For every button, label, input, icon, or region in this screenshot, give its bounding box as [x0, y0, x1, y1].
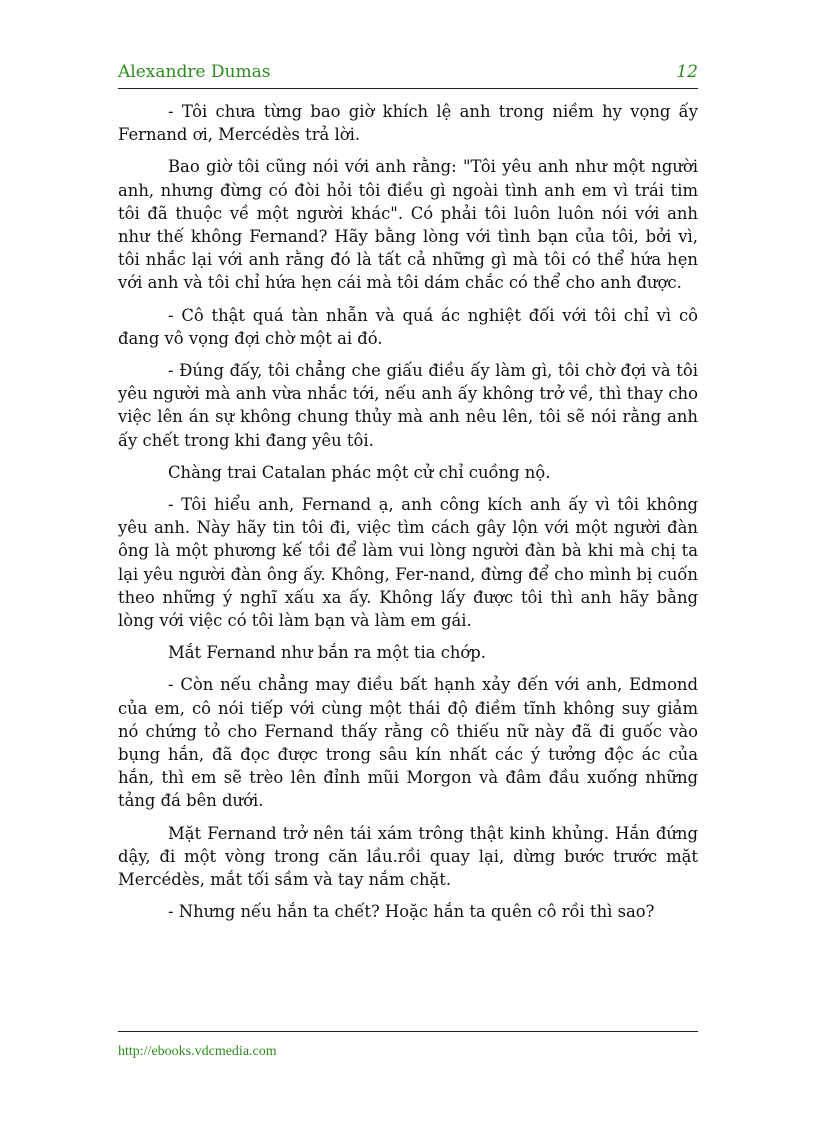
paragraph: - Còn nếu chẳng may điều bất hạnh xảy đến với anh, Edmond của em, cô nói tiếp với cùng một thái độ điềm tĩnh không suy giảm nó chứng tỏ cho Fernand thấy rằng cô thiếu nữ này đã đi guốc vào bụng hắn, đã đọc được trong sâu kín nhất các ý tưởng độc ác của hắn, thì em sẽ trèo lên đỉnh mũi Morgon và đâm đầu xuống những tảng đá bên dưới. [118, 675, 698, 811]
paragraph: Chàng trai Catalan phác một cử chỉ cuồng nộ. [168, 462, 551, 482]
footer-rule [118, 1031, 698, 1032]
paragraph: Mắt Fernand như bắn ra một tia chớp. [168, 643, 487, 663]
page-number: 12 [676, 62, 698, 82]
paragraph: - Tôi chưa từng bao giờ khích lệ anh trong niềm hy vọng ấy Fernand ơi, Mercédès trả lời. [118, 102, 698, 145]
footer-link[interactable]: http://ebooks.vdcmedia.com [118, 1044, 277, 1059]
body-text [118, 100, 698, 933]
header-rule [118, 88, 698, 89]
paragraph: - Nhưng nếu hắn ta chết? Hoặc hắn ta quên cô rồi thì sao? [168, 902, 655, 922]
paragraph: - Tôi hiểu anh, Fernand ạ, anh công kích anh ấy vì tôi không yêu anh. Này hãy tin tôi đi, việc tìm cách gây lộn với một người đàn ông là một phương kế tồi để làm vui lòng người đàn bà khi mà chị ta lại yêu người đàn ông ấy. Không, Fer-nand, đừng để cho mình bị cuốn theo những ý nghĩ xấu xa ấy. Không lấy được tôi thì anh hãy bằng lòng với việc có tôi làm bạn và làm em gái. [118, 495, 698, 631]
paragraph: - Đúng đấy, tôi chẳng che giấu điều ấy làm gì, tôi chờ đợi và tôi yêu người mà anh vừa nhắc tới, nếu anh ấy không trở về, thì thay cho việc lên án sự không chung thủy mà anh nêu lên, tôi sẽ nói rằng anh ấy chết trong khi đang yêu tôi. [118, 361, 698, 450]
header-author: Alexandre Dumas [118, 62, 271, 82]
paragraph: Mặt Fernand trở nên tái xám trông thật kinh khủng. Hắn đứng dậy, đi một vòng trong căn lầu.rồi quay lại, dừng bước trước mặt Mercédès, mắt tối sầm và tay nắm chặt. [118, 823, 698, 890]
paragraph: Bao giờ tôi cũng nói với anh rằng: "Tôi yêu anh như một người anh, nhưng đừng có đòi hỏi tôi điều gì ngoài tình anh em vì trái tim tôi đã thuộc về một người khác". Có phải tôi luôn luôn nói với anh như thế không Fernand? Hãy bằng lòng với tình bạn của tôi, bởi vì, tôi nhắc lại với anh rằng đó là tất cả những gì mà tôi có thể hứa hẹn với anh và tôi chỉ hứa hẹn cái mà tôi dám chắc có thể cho anh được. [118, 157, 698, 293]
paragraph: - Cô thật quá tàn nhẫn và quá ác nghiệt đối với tôi chỉ vì cô đang vô vọng đợi chờ một ai đó. [118, 305, 698, 348]
running-header [118, 62, 698, 86]
